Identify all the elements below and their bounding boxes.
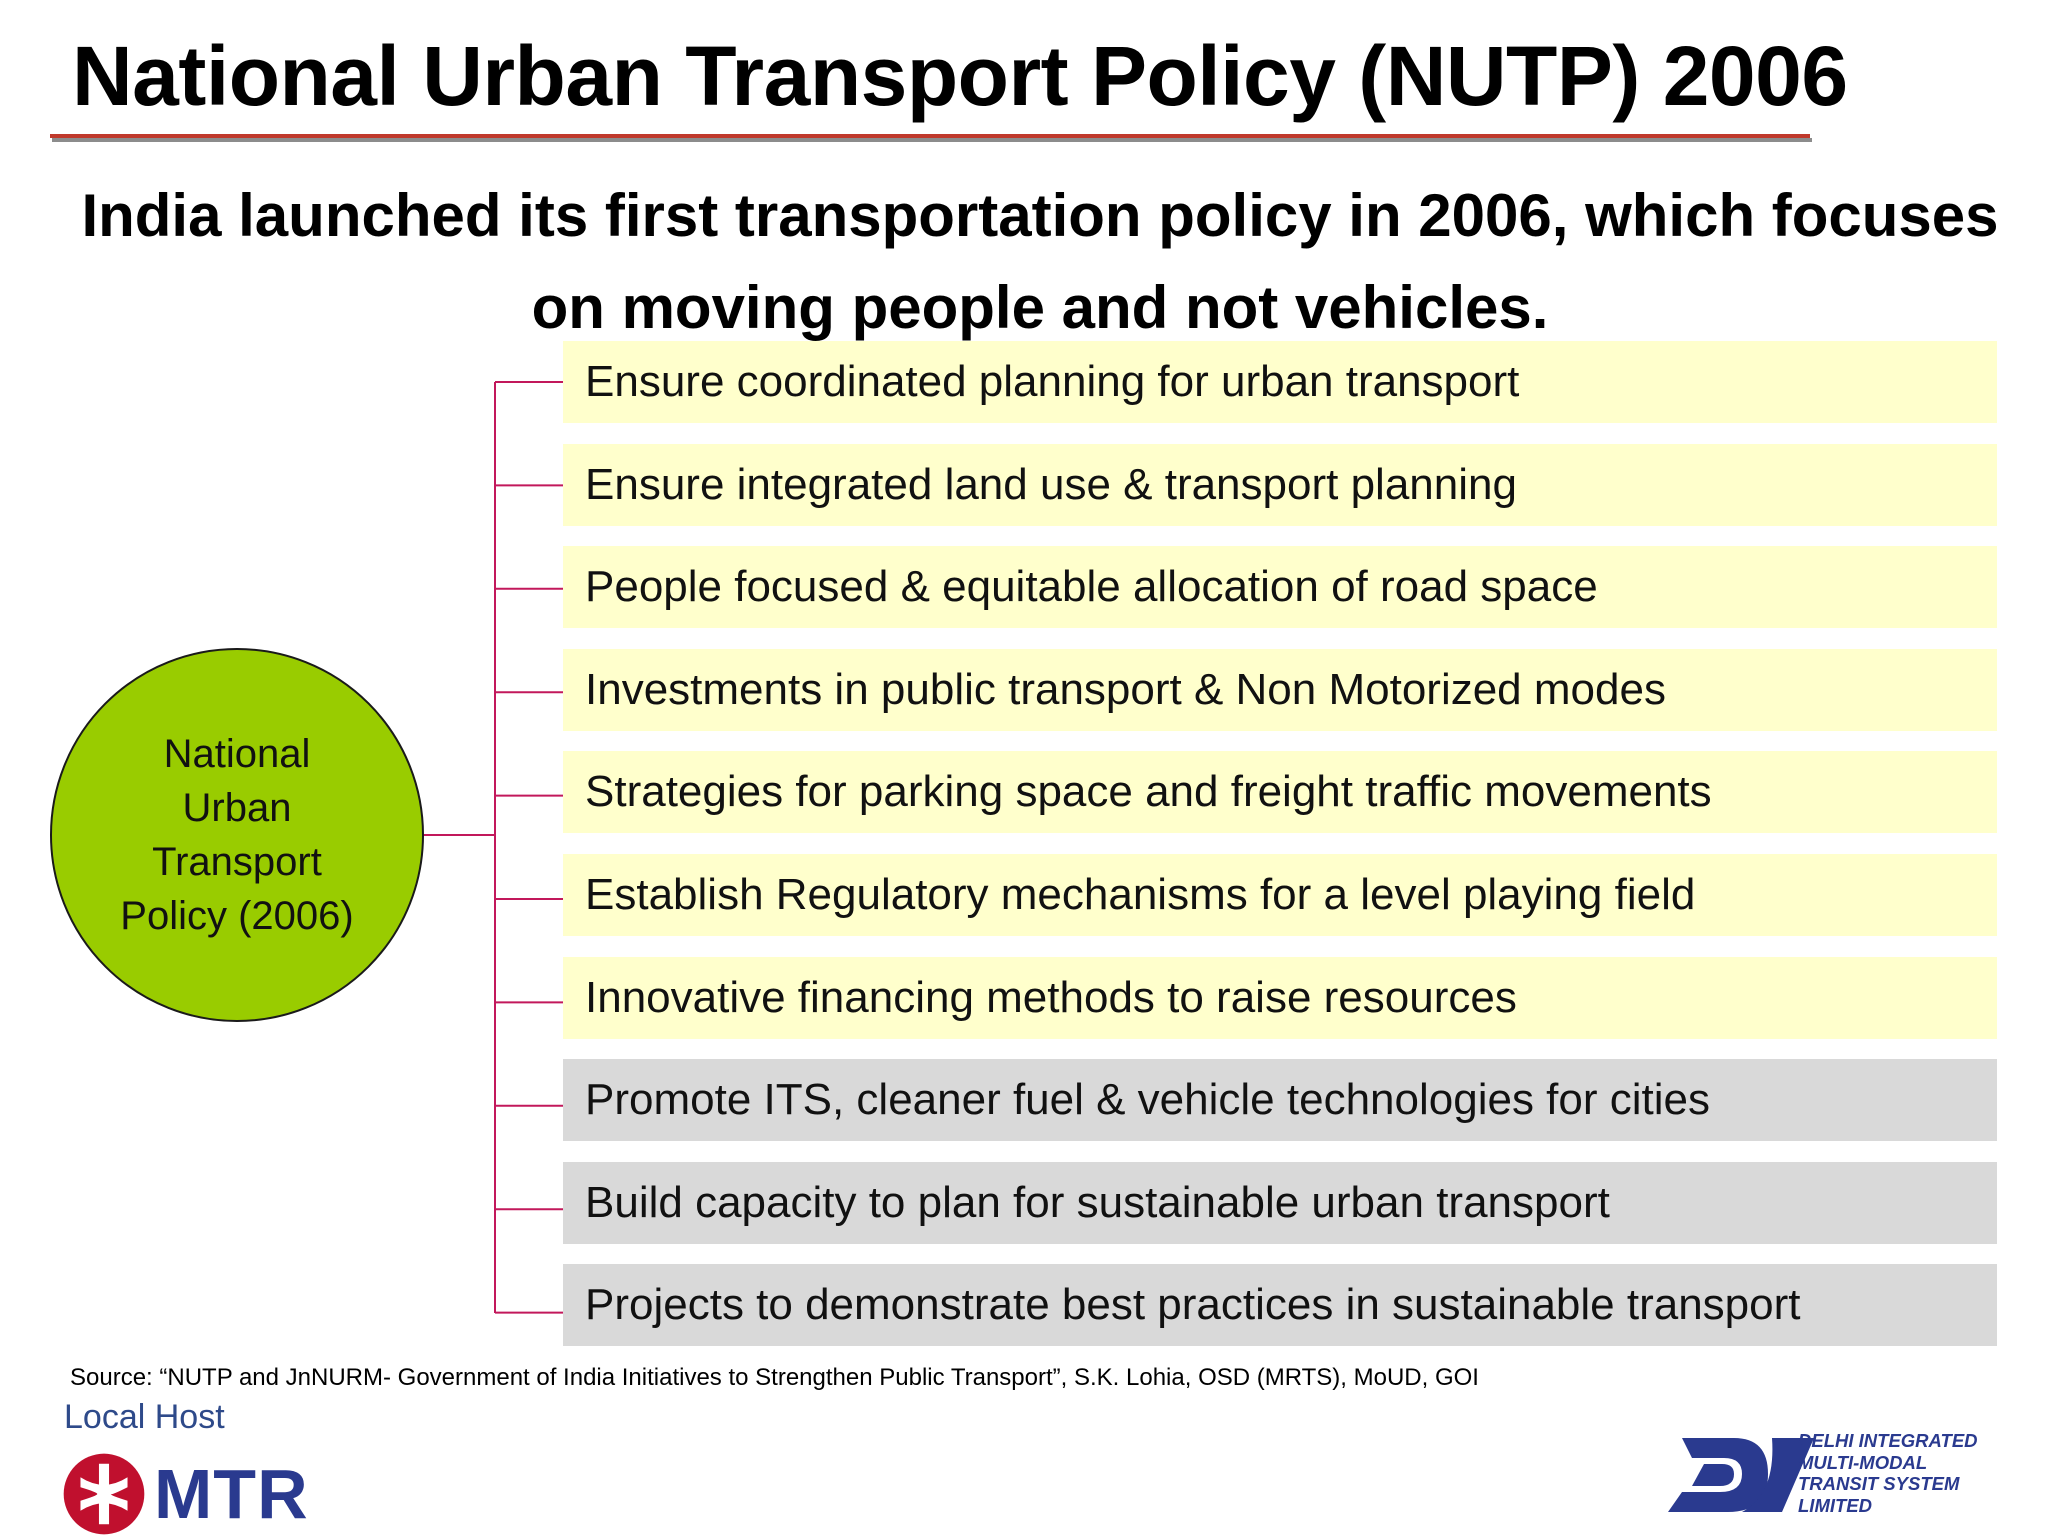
local-host-label: Local Host <box>64 1398 225 1436</box>
objective-item: Innovative financing methods to raise resources <box>563 957 1997 1039</box>
mtr-symbol-icon <box>62 1452 146 1536</box>
slide-title: National Urban Transport Policy (NUTP) 2006 <box>72 29 1848 123</box>
dimts-mark-icon <box>1664 1434 1814 1516</box>
dimts-line: DELHI INTEGRATED <box>1798 1430 1978 1451</box>
dimts-logo <box>1664 1430 2024 1520</box>
objectives-list <box>563 341 1997 1367</box>
objective-item: Build capacity to plan for sustainable urban transport <box>563 1162 1997 1244</box>
objective-item: Establish Regulatory mechanisms for a level playing field <box>563 854 1997 936</box>
objective-item: Strategies for parking space and freight traffic movements <box>563 751 1997 833</box>
dimts-line: MULTI-MODAL <box>1798 1451 1928 1473</box>
slide-subtitle: India launched its first transportation policy in 2006, which focuses on moving people and not vehicles. <box>81 182 1999 341</box>
objective-item: People focused & equitable allocation of road space <box>563 546 1997 628</box>
dimts-line: TRANSIT SYSTEM <box>1798 1473 1960 1494</box>
dimts-logo-text <box>1798 1430 1978 1516</box>
dimts-line: LIMITED <box>1798 1494 1872 1516</box>
objective-item: Promote ITS, cleaner fuel & vehicle technologies for cities <box>563 1059 1997 1141</box>
objective-item: Investments in public transport & Non Motorized modes <box>563 649 1997 731</box>
branch-lines <box>495 382 563 1313</box>
objective-item: Projects to demonstrate best practices in sustainable transport <box>563 1264 1997 1346</box>
center-node-label: National Urban Transport Policy (2006) <box>120 732 354 938</box>
mtr-logo <box>62 1452 309 1536</box>
objective-item: Ensure integrated land use & transport planning <box>563 444 1997 526</box>
center-node <box>50 648 424 1022</box>
mtr-logo-text: MTR <box>154 1455 309 1533</box>
source-citation: Source: “NUTP and JnNURM- Government of India Initiatives to Strengthen Public Transport”, S.K. Lohia, OSD (MRTS), MoUD, GOI <box>70 1364 1479 1391</box>
objective-item: Ensure coordinated planning for urban transport <box>563 341 1997 423</box>
